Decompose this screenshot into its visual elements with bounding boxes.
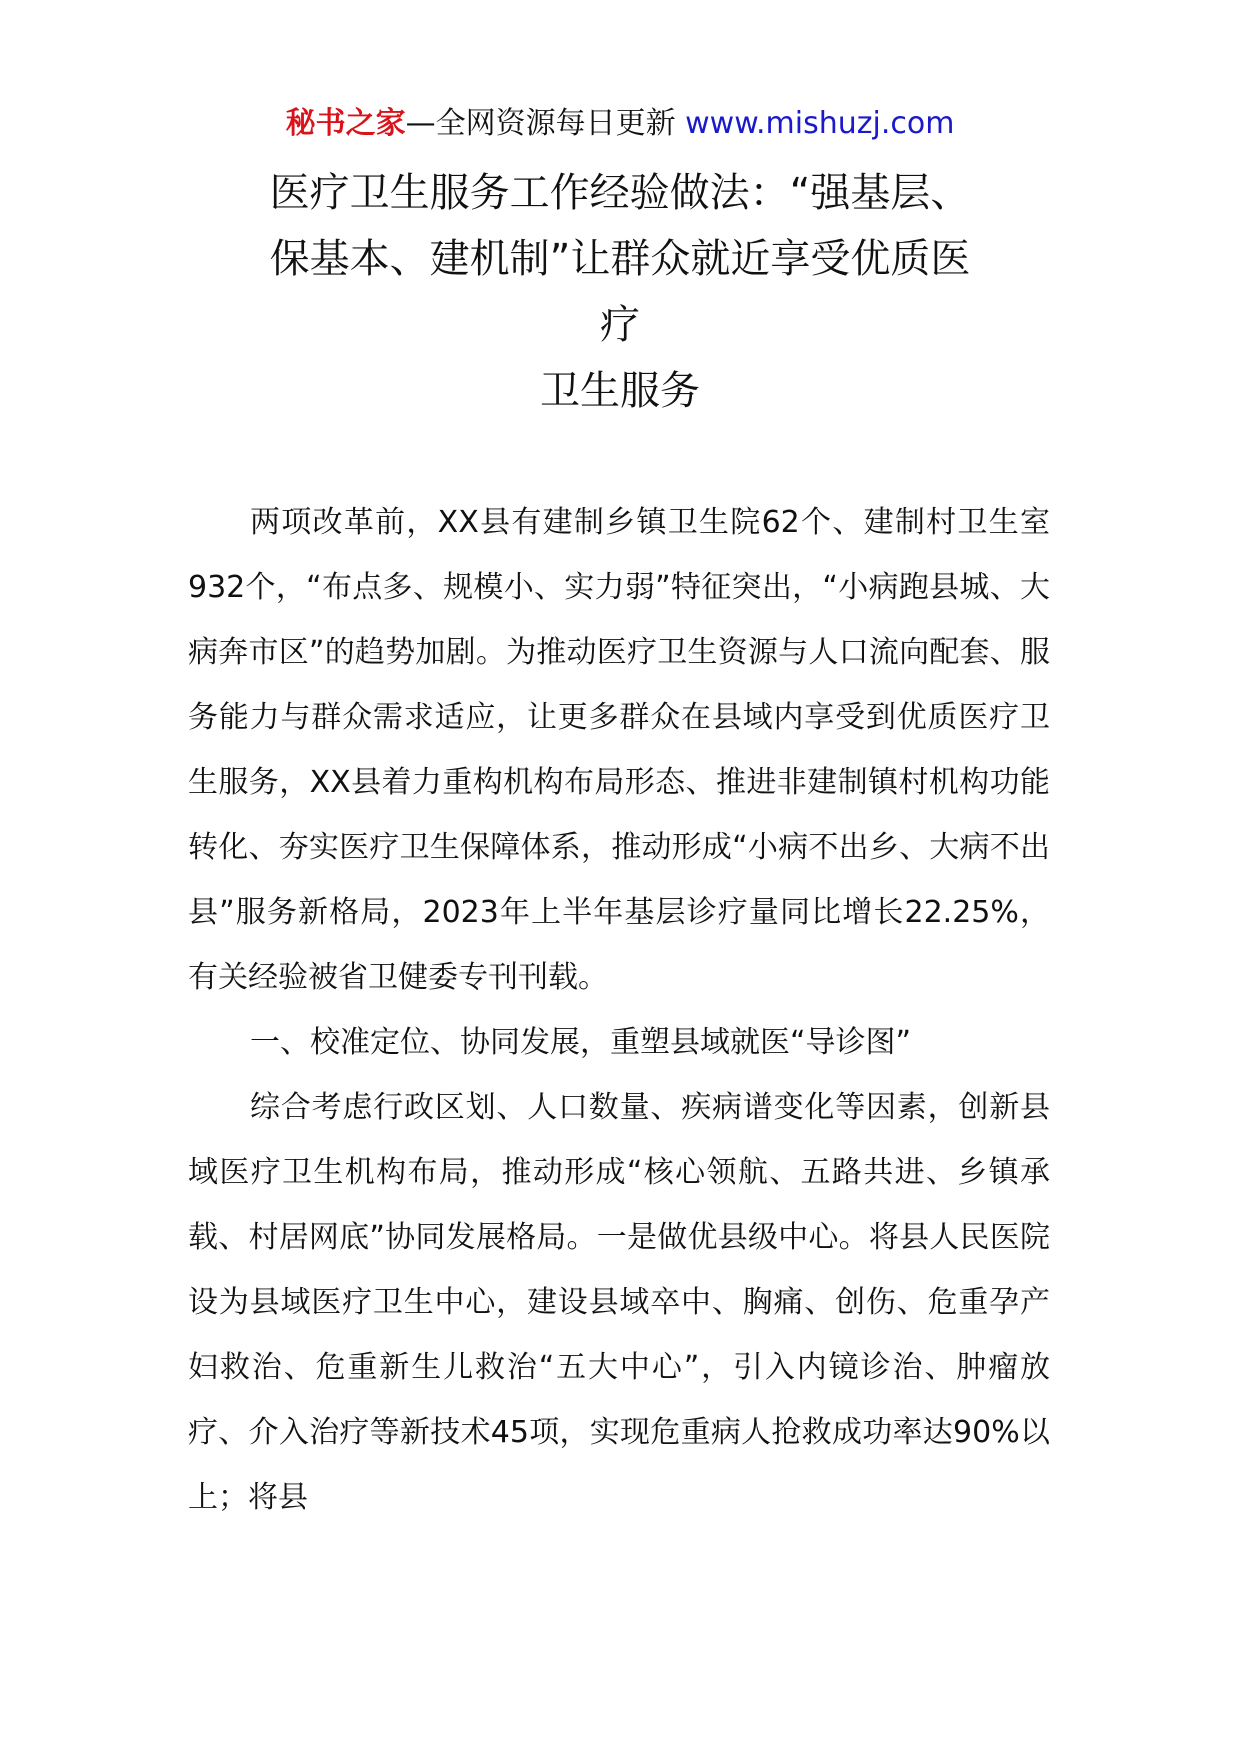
paragraph-section-1: 综合考虑行政区划、人口数量、疾病谱变化等因素，创新县域医疗卫生机构布局，推动形成“核心领航、五路共进、乡镇承载、村居网底”协同发展格局。一是做优县级中心。将县人民医院设为县域医疗卫生中心，建设县域卒中、胸痛、创伤、危重孕产妇救治、危重新生儿救治“五大中心”，引入内镜诊治、肿瘤放疗、介入治疗等新技术45项，实现危重病人抢救成功率达90%以上；将县 [188, 1090, 1050, 1515]
title-line-4: 卫生服务 [540, 368, 700, 414]
title-line-3: 疗 [600, 302, 640, 348]
site-brand: 秘书之家 [285, 106, 406, 141]
document-body [188, 490, 1050, 1530]
site-tagline: —全网资源每日更新 [405, 106, 676, 141]
title-line-2: 保基本、建机制”让群众就近享受优质医 [269, 236, 971, 282]
section-heading-1: 一、校准定位、协同发展，重塑县域就医“导诊图” [250, 1025, 912, 1060]
site-header [0, 104, 1240, 144]
document-title [180, 160, 1060, 424]
site-url-link[interactable]: www.mishuzj.com [685, 106, 955, 141]
paragraph-intro: 两项改革前，XX县有建制乡镇卫生院62个、建制村卫生室932个，“布点多、规模小、实力弱”特征突出，“小病跑县城、大病奔市区”的趋势加剧。为推动医疗卫生资源与人口流向配套、服务能力与群众需求适应，让更多群众在县域内享受到优质医疗卫生服务，XX县着力重构机构布局形态、推进非建制镇村机构功能转化、夯实医疗卫生保障体系，推动形成“小病不出乡、大病不出县”服务新格局，2023年上半年基层诊疗量同比增长22.25%，有关经验被省卫健委专刊刊载。 [188, 505, 1050, 995]
title-line-1: 医疗卫生服务工作经验做法：“强基层、 [269, 170, 971, 216]
